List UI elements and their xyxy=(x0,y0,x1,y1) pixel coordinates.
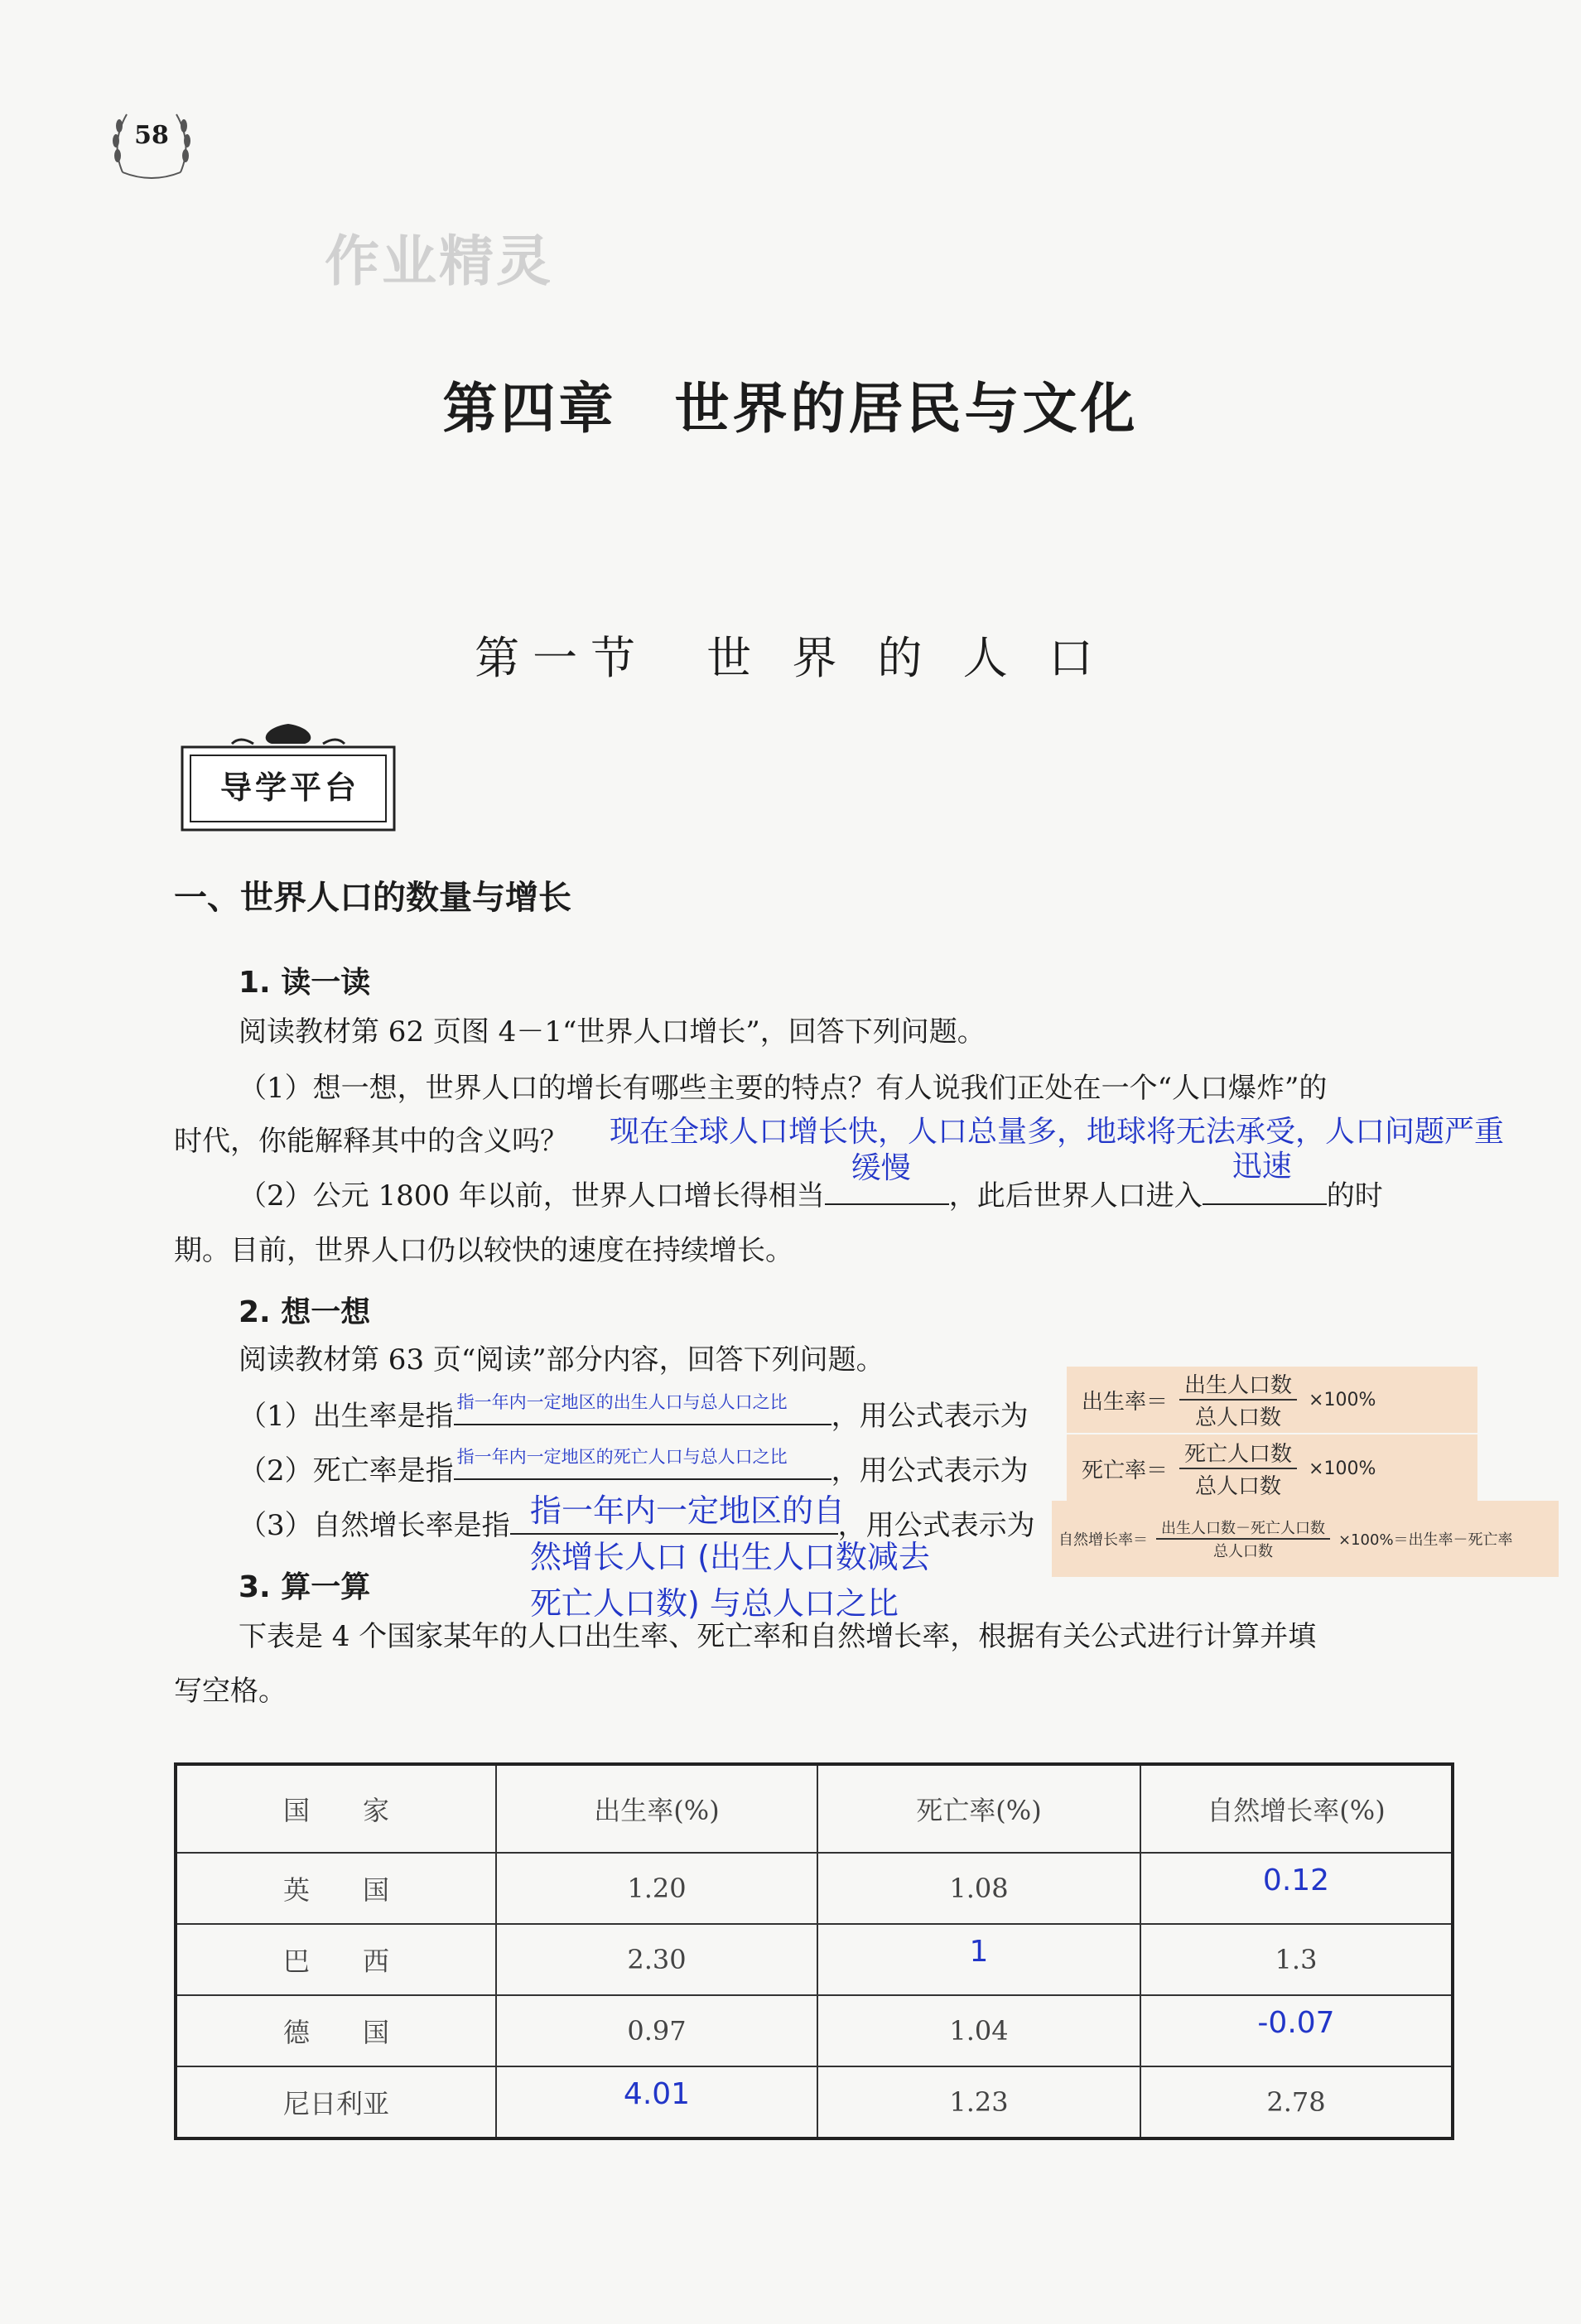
part2-title: 2. 想一想 xyxy=(239,1295,371,1329)
growth-rate-cell: 1.3 xyxy=(1140,1924,1453,1995)
part1-q2-text-b: ，此后世界人口进入 xyxy=(948,1179,1203,1213)
part1-q1-line2-text: 时代，你能解释其中的含义吗？ xyxy=(174,1125,568,1158)
page-number-badge xyxy=(106,98,197,189)
growth-rate-cell: 2.78 xyxy=(1140,2066,1453,2138)
birth-rate-formula[interactable] xyxy=(1067,1367,1477,1433)
header-country: 国 家 xyxy=(176,1764,496,1853)
death-rate-fraction xyxy=(1179,1437,1297,1500)
growth-rate-numerator: 出生人口数－死亡人口数 xyxy=(1156,1516,1330,1540)
part2-q1-blank[interactable] xyxy=(454,1392,831,1425)
birth-rate-rhs: ×100% xyxy=(1309,1389,1376,1410)
growth-rate-formula[interactable] xyxy=(1052,1501,1559,1577)
header-growth-rate: 自然增长率(%) xyxy=(1140,1764,1453,1853)
table-header-row xyxy=(176,1764,1453,1853)
birth-rate-numerator: 出生人口数 xyxy=(1179,1368,1297,1401)
part3-intro-line1: 下表是 4 个国家某年的人口出生率、死亡率和自然增长率，根据有关公式进行计算并填 xyxy=(239,1620,1317,1653)
country-cell: 巴 西 xyxy=(176,1924,496,1995)
growth-rate-answer: -0.07 xyxy=(1257,2005,1335,2040)
part3-title: 3. 算一算 xyxy=(239,1570,371,1604)
birth-rate-cell[interactable] xyxy=(496,2066,817,2138)
part2-q3-answer-line1: 指一年内一定地区的自 xyxy=(530,1492,846,1529)
part1-title: 1. 读一读 xyxy=(239,966,371,1000)
part2-q1-suffix: ，用公式表示为 xyxy=(831,1400,1029,1433)
death-rate-denominator: 总人口数 xyxy=(1195,1474,1282,1499)
growth-rate-rhs: ×100%＝出生率－死亡率 xyxy=(1338,1531,1513,1549)
part1-q1-line1: （1）想一想，世界人口的增长有哪些主要的特点？有人说我们正处在一个“人口爆炸”的 xyxy=(239,1072,1328,1105)
death-rate-numerator: 死亡人口数 xyxy=(1179,1437,1297,1469)
part2-q2-answer: 指一年内一定地区的死亡人口与总人口之比 xyxy=(456,1447,788,1467)
chapter-title: 第四章 世界的居民与文化 xyxy=(442,377,1139,441)
part2-q2 xyxy=(239,1447,1029,1489)
birth-rate-cell: 1.20 xyxy=(496,1853,817,1924)
header-birth-rate: 出生率(%) xyxy=(496,1764,817,1853)
part2-q2-blank[interactable] xyxy=(454,1447,831,1480)
part2-q1-answer: 指一年内一定地区的出生人口与总人口之比 xyxy=(456,1392,788,1412)
growth-rate-fraction xyxy=(1156,1516,1330,1561)
banner-label: 导学平台 xyxy=(219,769,359,806)
death-rate-cell: 1.08 xyxy=(817,1853,1140,1924)
population-rate-table xyxy=(174,1762,1454,2140)
part3-intro-line2: 写空格。 xyxy=(174,1675,287,1708)
table-row xyxy=(176,1995,1453,2066)
death-rate-answer: 1 xyxy=(969,1934,989,1969)
part1-q2-answer1: 缓慢 xyxy=(851,1151,911,1185)
part1-q1-answer[interactable]: 现在全球人口增长快，人口总量多，地球将无法承受，人口问题严重 xyxy=(610,1115,1505,1149)
death-rate-cell[interactable] xyxy=(817,1924,1140,1995)
part1-q2-blank2[interactable] xyxy=(1203,1150,1327,1205)
part2-q1 xyxy=(239,1392,1029,1434)
part1-q2-text-a: （2）公元 1800 年以前，世界人口增长得相当 xyxy=(239,1179,825,1213)
part1-intro: 阅读教材第 62 页图 4－1“世界人口增长”，回答下列问题。 xyxy=(239,1015,986,1049)
growth-rate-cell[interactable] xyxy=(1140,1995,1453,2066)
guide-banner xyxy=(174,719,402,835)
growth-rate-cell[interactable] xyxy=(1140,1853,1453,1924)
part2-q3-answer-line3: 死亡人口数) 与总人口之比 xyxy=(530,1585,899,1622)
part2-q3-answer[interactable] xyxy=(530,1487,930,1627)
growth-rate-denominator: 总人口数 xyxy=(1213,1543,1273,1560)
table-row xyxy=(176,1924,1453,1995)
country-cell: 德 国 xyxy=(176,1995,496,2066)
part2-q3-suffix: ，用公式表示为 xyxy=(837,1509,1035,1542)
country-cell: 英 国 xyxy=(176,1853,496,1924)
header-death-rate: 死亡率(%) xyxy=(817,1764,1140,1853)
page-number: 58 xyxy=(134,121,169,150)
part2-q1-prefix: （1）出生率是指 xyxy=(239,1400,454,1433)
birth-rate-lhs: 出生率＝ xyxy=(1082,1389,1169,1415)
birth-rate-denominator: 总人口数 xyxy=(1195,1405,1282,1430)
birth-rate-cell: 2.30 xyxy=(496,1924,817,1995)
death-rate-cell: 1.23 xyxy=(817,2066,1140,2138)
part1-q2-line2: 期。目前，世界人口仍以较快的速度在持续增长。 xyxy=(174,1234,793,1267)
country-cell: 尼日利亚 xyxy=(176,2066,496,2138)
table-row xyxy=(176,1853,1453,1924)
death-rate-lhs: 死亡率＝ xyxy=(1082,1458,1169,1483)
birth-rate-fraction xyxy=(1179,1368,1297,1431)
table-row xyxy=(176,2066,1453,2138)
death-rate-formula[interactable] xyxy=(1067,1434,1477,1502)
section-title: 第一节 世 界 的 人 口 xyxy=(475,632,1106,684)
part2-q3-answer-line2: 然增长人口 (出生人口数减去 xyxy=(530,1539,930,1575)
part2-q2-prefix: （2）死亡率是指 xyxy=(239,1454,454,1487)
death-rate-cell: 1.04 xyxy=(817,1995,1140,2066)
part2-q3-prefix: （3）自然增长率是指 xyxy=(239,1509,510,1542)
part1-q2-text-c: 的时 xyxy=(1326,1179,1383,1213)
growth-rate-lhs: 自然增长率＝ xyxy=(1058,1531,1148,1549)
part1-q2-line1 xyxy=(239,1150,1383,1214)
part2-q2-suffix: ，用公式表示为 xyxy=(831,1454,1029,1487)
part1-q1-line2 xyxy=(174,1123,568,1160)
part1-q2-answer2: 迅速 xyxy=(1232,1150,1292,1184)
part1-q2-blank1[interactable] xyxy=(825,1151,949,1205)
birth-rate-answer: 4.01 xyxy=(623,2076,691,2111)
watermark-logo: 作业精灵 xyxy=(325,229,553,293)
death-rate-rhs: ×100% xyxy=(1309,1458,1376,1479)
growth-rate-answer: 0.12 xyxy=(1262,1863,1330,1897)
heading-population-growth: 一、世界人口的数量与增长 xyxy=(174,879,571,917)
part2-intro: 阅读教材第 63 页“阅读”部分内容，回答下列问题。 xyxy=(239,1343,884,1377)
birth-rate-cell: 0.97 xyxy=(496,1995,817,2066)
